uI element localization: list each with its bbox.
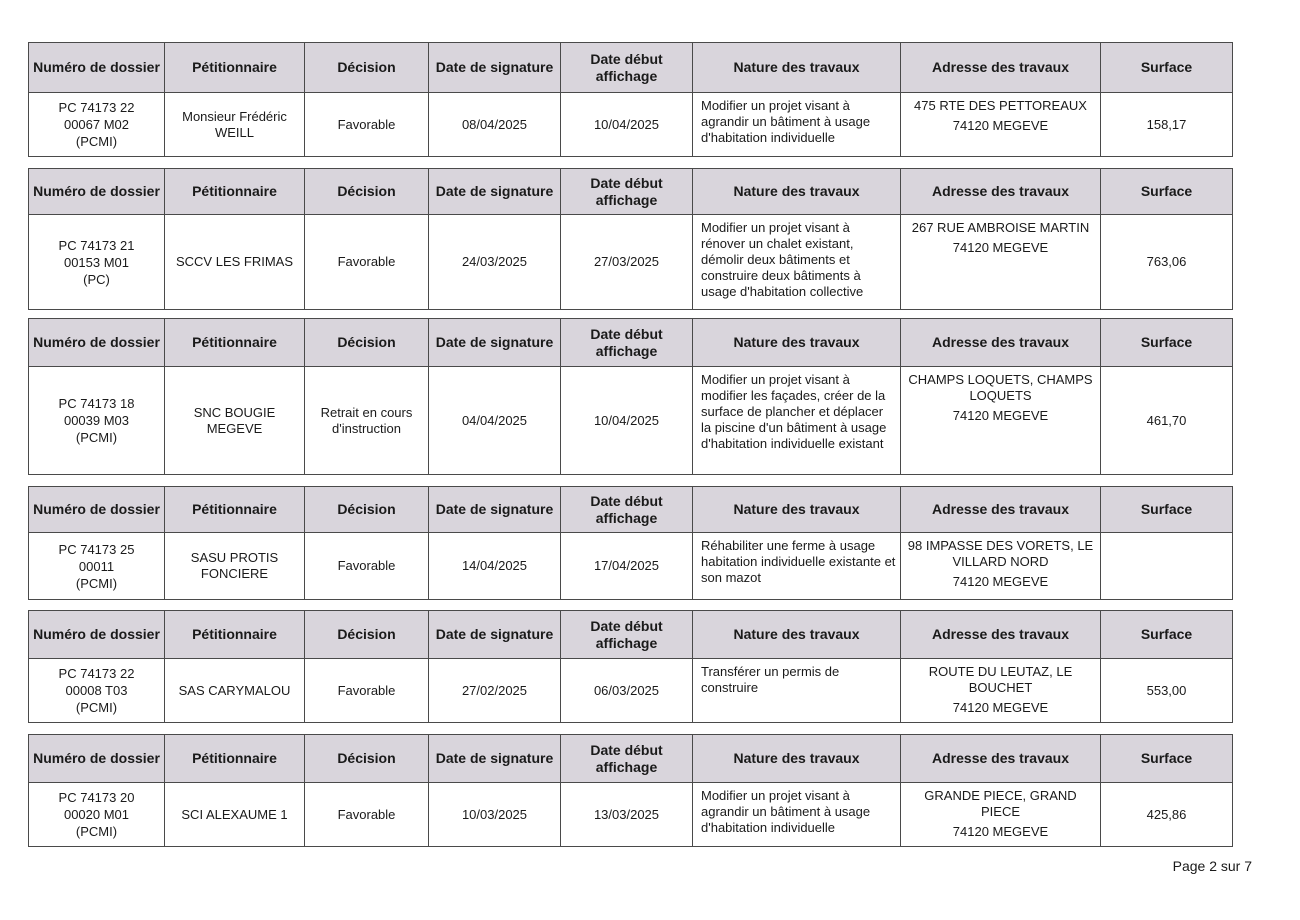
header-nature: Nature des travaux [693,735,901,783]
cell-petitionnaire: SAS CARYMALOU [165,659,305,723]
cell-numero [29,93,165,157]
header-date-affichage: Date début affichage [561,735,693,783]
header-date-affichage: Date début affichage [561,611,693,659]
cell-petitionnaire: SCI ALEXAUME 1 [165,783,305,847]
cell-decision: Favorable [305,93,429,157]
cell-decision: Retrait en cours d'instruction [305,367,429,475]
header-surface: Surface [1101,611,1233,659]
header-adresse: Adresse des travaux [901,169,1101,215]
numero-type: (PC) [83,271,110,287]
adresse-line: 98 IMPASSE DES VORETS, LE VILLARD NORD [907,538,1094,569]
adresse-city: 74120 MEGEVE [952,240,1049,255]
header-decision: Décision [305,43,429,93]
adresse-line: GRANDE PIECE, GRAND PIECE [924,788,1077,819]
numero-line2: 00011 [78,558,115,574]
header-petitionnaire: Pétitionnaire [165,611,305,659]
table-row [29,783,1233,847]
header-decision: Décision [305,169,429,215]
numero-type: (PCMI) [75,430,118,445]
table-header-row [29,43,1233,93]
adresse-line: 475 RTE DES PETTOREAUX [914,98,1087,113]
table-header-row [29,319,1233,367]
header-petitionnaire: Pétitionnaire [165,735,305,783]
table-row [29,659,1233,723]
header-adresse: Adresse des travaux [901,487,1101,533]
cell-nature: Modifier un projet visant à agrandir un bâtiment à usage d'habitation individuelle [693,93,901,157]
header-adresse: Adresse des travaux [901,319,1101,367]
header-petitionnaire: Pétitionnaire [165,169,305,215]
cell-adresse [901,215,1101,310]
numero-line1: PC 74173 20 [58,790,135,805]
cell-decision: Favorable [305,659,429,723]
cell-date-affichage: 10/04/2025 [561,93,693,157]
numero-line1: PC 74173 22 [58,666,135,681]
header-date-affichage: Date début affichage [561,169,693,215]
cell-nature: Transférer un permis de construire [693,659,901,723]
header-numero: Numéro de dossier [29,487,165,533]
table-row [29,215,1233,310]
header-surface: Surface [1101,43,1233,93]
cell-decision: Favorable [305,215,429,310]
page-number: Page 2 sur 7 [1172,858,1252,874]
header-date-affichage: Date début affichage [561,319,693,367]
cell-surface: 553,00 [1101,659,1233,723]
cell-petitionnaire: SCCV LES FRIMAS [165,215,305,310]
cell-date-signature: 04/04/2025 [429,367,561,475]
header-numero: Numéro de dossier [29,319,165,367]
numero-type: (PCMI) [75,134,118,149]
numero-line2: 00008 T03 [65,683,128,698]
cell-date-affichage: 27/03/2025 [561,215,693,310]
adresse-city: 74120 MEGEVE [952,700,1049,715]
table-row [29,533,1233,600]
header-numero: Numéro de dossier [29,611,165,659]
cell-date-affichage: 17/04/2025 [561,533,693,600]
header-date-signature: Date de signature [429,735,561,783]
table-row [29,93,1233,157]
cell-decision: Favorable [305,533,429,600]
cell-nature: Modifier un projet visant à modifier les façades, créer de la surface de plancher et déplacer la piscine d'un bâtiment à usage d'habitation individuelle existant [693,367,901,475]
header-date-affichage: Date début affichage [561,487,693,533]
cell-petitionnaire: Monsieur Frédéric WEILL [165,93,305,157]
header-date-signature: Date de signature [429,611,561,659]
cell-numero [29,367,165,475]
permit-table [28,610,1233,723]
numero-line2: 00020 M01 [63,807,130,822]
cell-surface: 763,06 [1101,215,1233,310]
header-surface: Surface [1101,169,1233,215]
header-nature: Nature des travaux [693,169,901,215]
numero-line2: 00039 M03 [63,413,130,428]
table-header-row [29,611,1233,659]
header-date-affichage: Date début affichage [561,43,693,93]
adresse-city: 74120 MEGEVE [952,574,1049,589]
header-numero: Numéro de dossier [29,169,165,215]
table-header-row [29,169,1233,215]
cell-date-signature: 08/04/2025 [429,93,561,157]
cell-nature: Modifier un projet visant à agrandir un bâtiment à usage d'habitation individuelle [693,783,901,847]
cell-surface: 461,70 [1101,367,1233,475]
header-petitionnaire: Pétitionnaire [165,319,305,367]
header-nature: Nature des travaux [693,43,901,93]
header-decision: Décision [305,319,429,367]
adresse-line: ROUTE DU LEUTAZ, LE BOUCHET [928,664,1073,695]
adresse-city: 74120 MEGEVE [952,824,1049,839]
header-surface: Surface [1101,319,1233,367]
cell-date-signature: 14/04/2025 [429,533,561,600]
cell-nature: Réhabiliter une ferme à usage habitation individuelle existante et son mazot [693,533,901,600]
header-date-signature: Date de signature [429,43,561,93]
cell-numero [29,533,165,600]
adresse-line: 267 RUE AMBROISE MARTIN [911,220,1090,235]
table-row [29,367,1233,475]
numero-line1: PC 74173 22 [58,100,135,115]
numero-line1: PC 74173 21 [58,237,135,253]
permit-table [28,486,1233,600]
adresse-city: 74120 MEGEVE [952,408,1049,423]
header-numero: Numéro de dossier [29,735,165,783]
cell-date-signature: 27/02/2025 [429,659,561,723]
header-adresse: Adresse des travaux [901,611,1101,659]
header-decision: Décision [305,611,429,659]
cell-numero [29,783,165,847]
adresse-line: CHAMPS LOQUETS, CHAMPS LOQUETS [908,372,1093,403]
header-date-signature: Date de signature [429,169,561,215]
header-date-signature: Date de signature [429,487,561,533]
numero-line1: PC 74173 18 [58,396,135,411]
header-petitionnaire: Pétitionnaire [165,487,305,533]
cell-decision: Favorable [305,783,429,847]
header-nature: Nature des travaux [693,319,901,367]
table-header-row [29,487,1233,533]
cell-surface [1101,533,1233,600]
header-decision: Décision [305,487,429,533]
cell-petitionnaire: SASU PROTIS FONCIERE [165,533,305,600]
cell-adresse [901,533,1101,600]
cell-adresse [901,659,1101,723]
permit-table [28,734,1233,847]
cell-date-signature: 10/03/2025 [429,783,561,847]
permit-table [28,42,1233,157]
cell-petitionnaire: SNC BOUGIE MEGEVE [165,367,305,475]
header-petitionnaire: Pétitionnaire [165,43,305,93]
table-header-row [29,735,1233,783]
permit-table [28,168,1233,310]
header-date-signature: Date de signature [429,319,561,367]
numero-line2: 00067 M02 [63,117,130,132]
numero-line1: PC 74173 25 [58,541,135,557]
header-adresse: Adresse des travaux [901,735,1101,783]
cell-adresse [901,367,1101,475]
header-surface: Surface [1101,735,1233,783]
cell-nature: Modifier un projet visant à rénover un chalet existant, démolir deux bâtiments et construire deux bâtiments à usage d'habitation collective [693,215,901,310]
header-decision: Décision [305,735,429,783]
header-adresse: Adresse des travaux [901,43,1101,93]
header-numero: Numéro de dossier [29,43,165,93]
cell-numero [29,659,165,723]
cell-surface: 158,17 [1101,93,1233,157]
numero-line2: 00153 M01 [63,254,130,270]
cell-date-affichage: 13/03/2025 [561,783,693,847]
cell-date-affichage: 06/03/2025 [561,659,693,723]
cell-numero [29,215,165,310]
adresse-city: 74120 MEGEVE [952,118,1049,133]
header-nature: Nature des travaux [693,487,901,533]
numero-type: (PCMI) [75,700,118,715]
header-surface: Surface [1101,487,1233,533]
cell-adresse [901,783,1101,847]
numero-type: (PCMI) [75,575,118,591]
cell-adresse [901,93,1101,157]
cell-surface: 425,86 [1101,783,1233,847]
permit-table [28,318,1233,475]
numero-type: (PCMI) [75,824,118,839]
header-nature: Nature des travaux [693,611,901,659]
cell-date-affichage: 10/04/2025 [561,367,693,475]
cell-date-signature: 24/03/2025 [429,215,561,310]
